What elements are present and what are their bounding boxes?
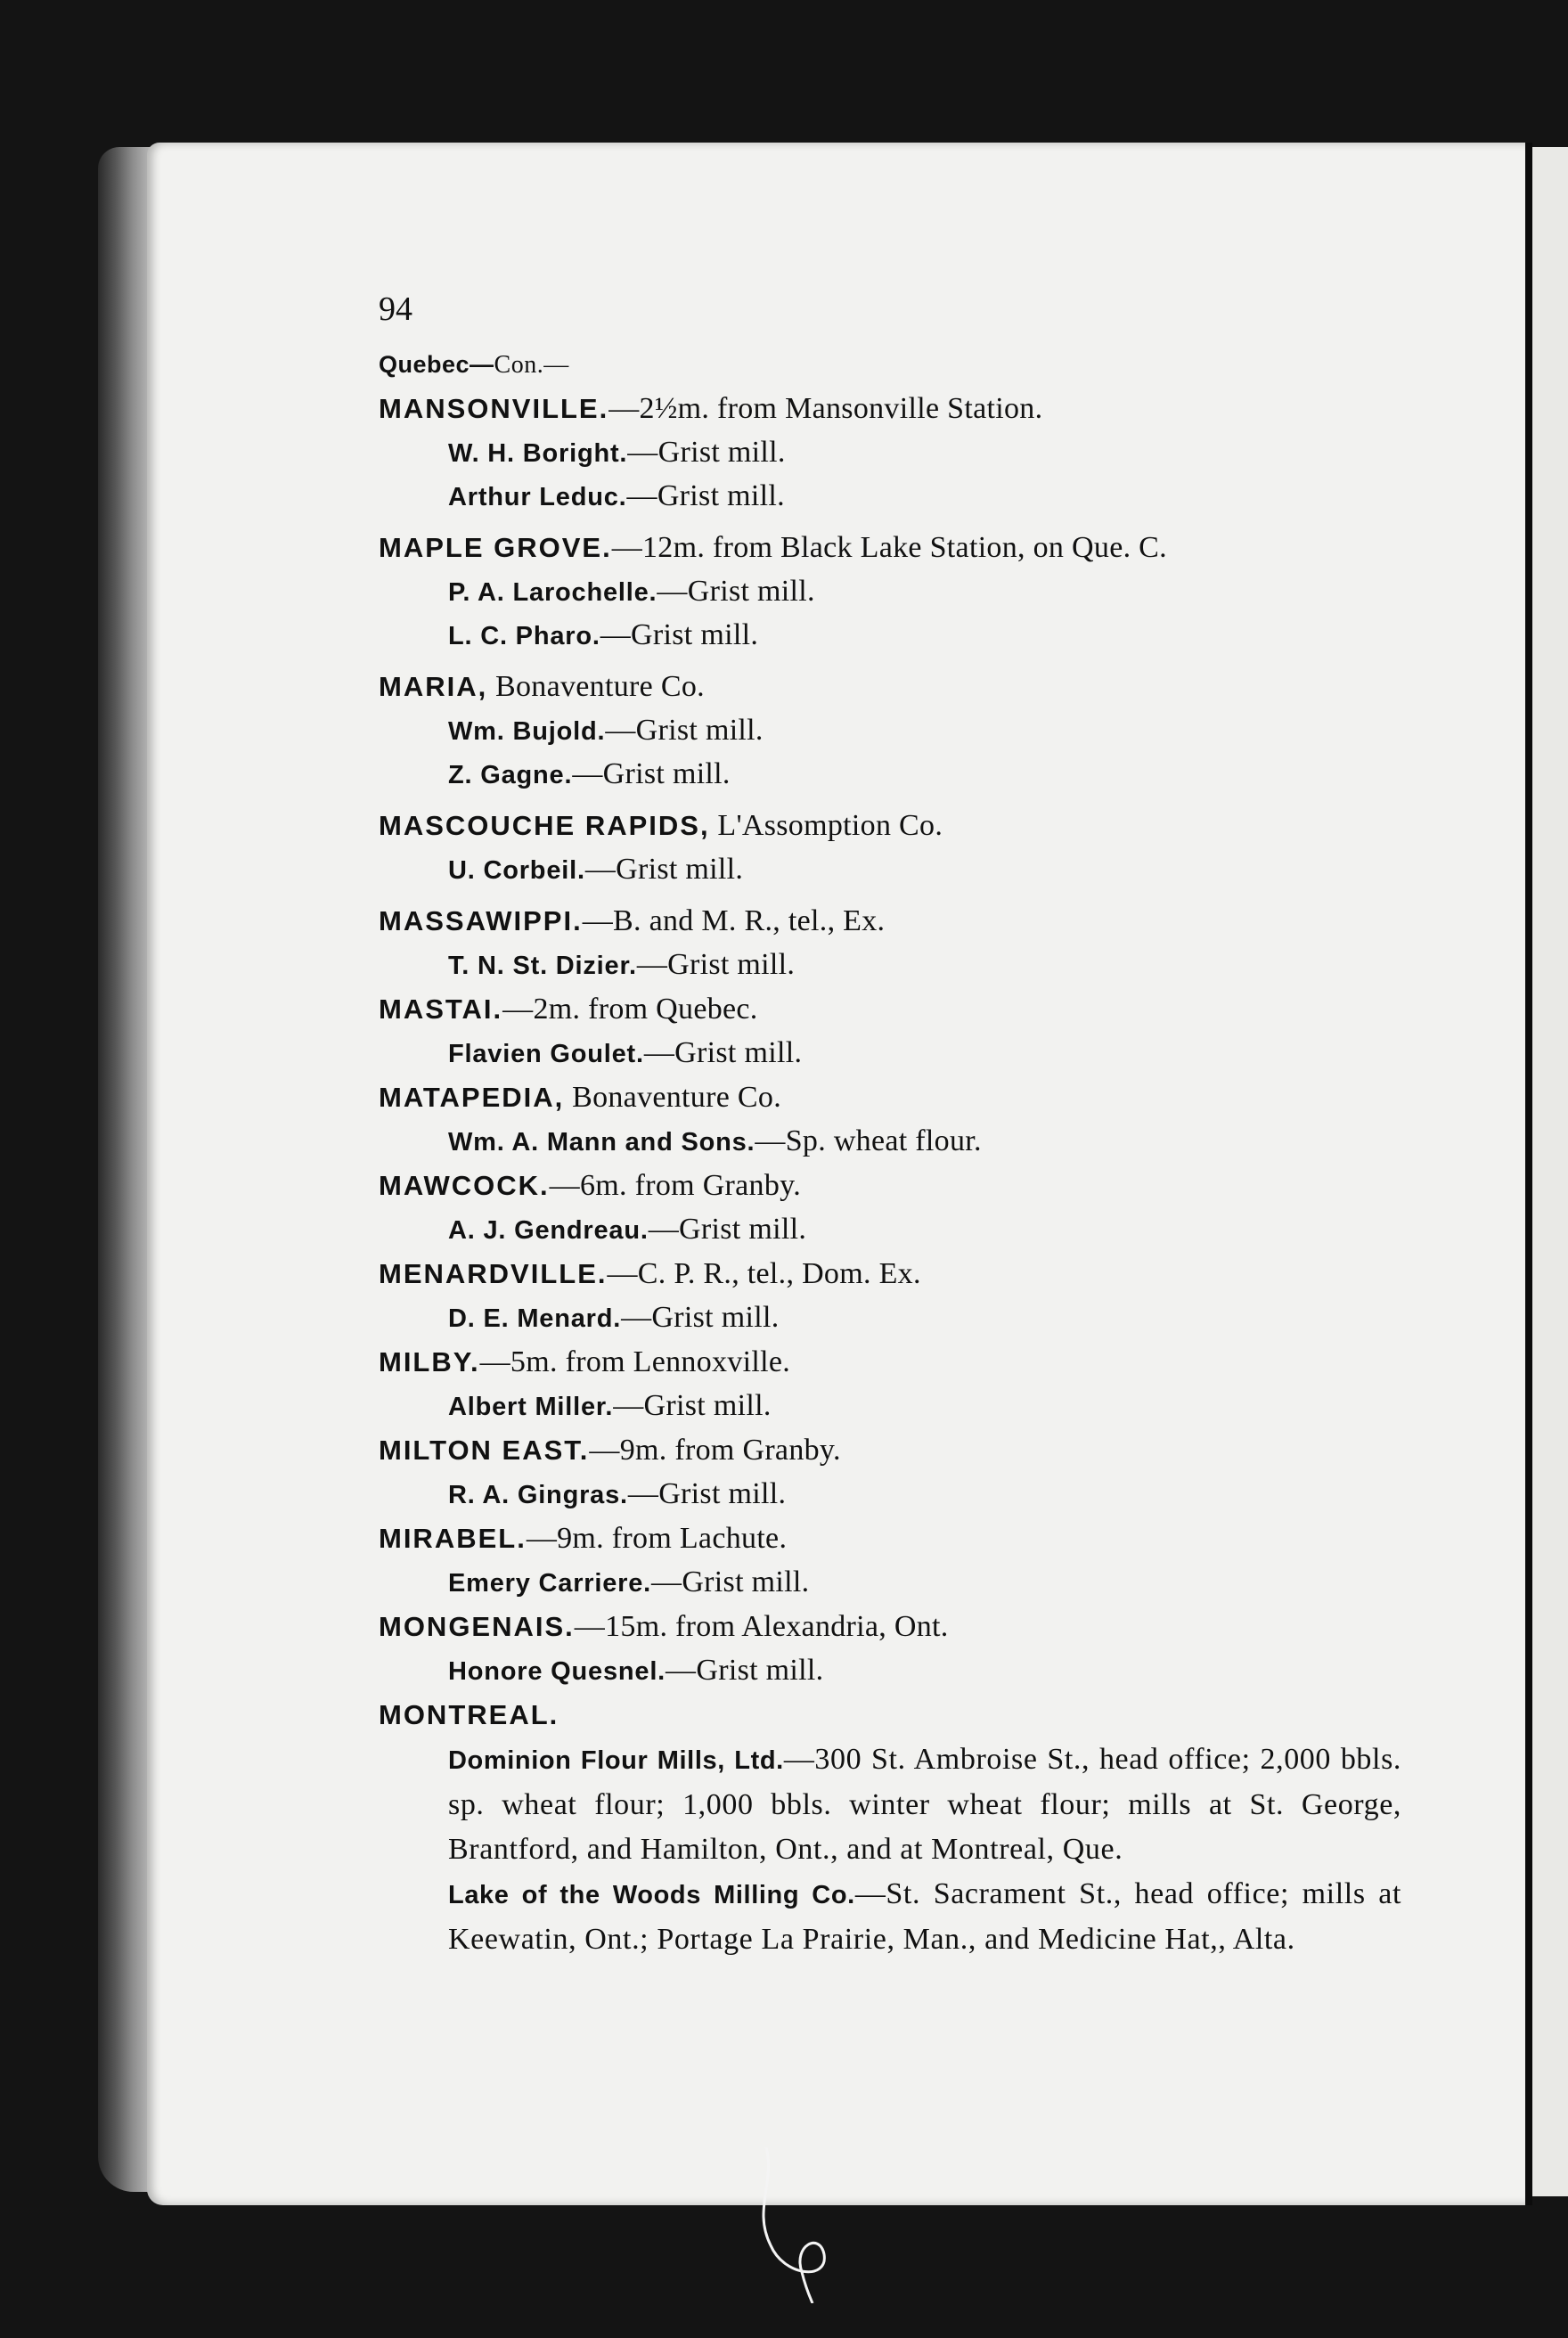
- place-name: MASCOUCHE RAPIDS,: [379, 810, 710, 841]
- mill-description: —St. Sacrament St., head office; mills at Keewatin, Ont.; Portage La Prairie, Man., and Medicine Hat,, Alta.: [448, 1877, 1401, 1956]
- place-description: —9m. from Granby.: [589, 1434, 841, 1467]
- place-description: —12m. from Black Lake Station, on Que. C.: [611, 531, 1167, 564]
- place-name: MATAPEDIA,: [379, 1082, 565, 1113]
- mill-name: T. N. St. Dizier.: [448, 952, 637, 980]
- place-heading: [379, 899, 1412, 944]
- mill-description: —Grist mill.: [651, 1565, 810, 1598]
- mill-paragraph: [448, 1737, 1401, 1872]
- place-heading: [379, 987, 1412, 1032]
- mill-description: —Sp. wheat flour.: [755, 1124, 982, 1157]
- mill-name: Flavien Goulet.: [448, 1040, 644, 1068]
- place-description: —15m. from Alexandria, Ont.: [574, 1610, 949, 1643]
- mill-description: —Grist mill.: [584, 853, 744, 886]
- directory-entry: [379, 987, 1412, 1075]
- mill-line: [448, 1385, 1412, 1428]
- facing-page-edge: [1532, 147, 1568, 2196]
- directory-entry: [379, 804, 1412, 899]
- place-description: —2m. from Quebec.: [502, 993, 758, 1026]
- entry-spacer: [379, 519, 1412, 526]
- mill-line: [448, 848, 1412, 892]
- entry-spacer: [379, 892, 1412, 899]
- running-head-bold: Quebec—: [379, 351, 494, 378]
- entries-list: [379, 387, 1412, 1693]
- place-description: —5m. from Lennoxville.: [479, 1345, 791, 1378]
- place-name: MASTAI.: [379, 993, 503, 1025]
- mill-description: —Grist mill.: [627, 436, 786, 469]
- running-head: [379, 343, 1412, 387]
- directory-entry: [379, 1164, 1412, 1252]
- loose-thread-graphic: [748, 2147, 846, 2303]
- page-number: 94: [379, 290, 412, 328]
- directory-entry: [379, 1428, 1412, 1516]
- place-heading: [379, 1075, 1412, 1120]
- place-name: MARIA,: [379, 671, 488, 702]
- mill-line: [448, 1032, 1412, 1075]
- mill-line: [448, 1649, 1412, 1693]
- mill-name: D. E. Menard.: [448, 1304, 622, 1333]
- mill-description: —Grist mill.: [636, 948, 796, 981]
- place-name: MAPLE GROVE.: [379, 532, 612, 563]
- mill-description: —Grist mill.: [613, 1389, 772, 1422]
- mill-name: W. H. Boright.: [448, 439, 628, 468]
- place-name: MONTREAL.: [379, 1699, 559, 1730]
- directory-entry: [379, 1075, 1412, 1164]
- directory-entry: [379, 387, 1412, 526]
- mill-line: [448, 475, 1412, 519]
- place-name: MIRABEL.: [379, 1523, 527, 1554]
- mill-description: —Grist mill.: [626, 479, 785, 512]
- place-name: MASSAWIPPI.: [379, 905, 583, 936]
- mill-paragraph: [448, 1872, 1401, 1962]
- directory-entry: [379, 665, 1412, 804]
- book-gutter: [1525, 143, 1532, 2205]
- entry-spacer: [379, 797, 1412, 804]
- running-head-rest: Con.—: [494, 351, 569, 379]
- mill-description: —Grist mill.: [621, 1301, 780, 1334]
- place-heading: [379, 804, 1412, 848]
- mill-line: [448, 570, 1412, 614]
- place-heading: [379, 526, 1412, 570]
- mill-line: [448, 709, 1412, 753]
- directory-entry: [379, 1252, 1412, 1340]
- directory-entry: [379, 899, 1412, 987]
- mill-name: U. Corbeil.: [448, 856, 585, 885]
- place-name: MAWCOCK.: [379, 1170, 550, 1201]
- directory-entry: [379, 1516, 1412, 1605]
- place-heading: [379, 1428, 1412, 1473]
- mill-description: —Grist mill.: [572, 757, 731, 790]
- mill-name: L. C. Pharo.: [448, 622, 600, 650]
- mill-description: —Grist mill.: [605, 714, 764, 747]
- directory-entry: [379, 526, 1412, 665]
- place-description: Bonaventure Co.: [564, 1081, 781, 1114]
- mill-name: Lake of the Woods Milling Co.: [448, 1881, 855, 1909]
- place-heading: [379, 665, 1412, 709]
- mill-line: [448, 431, 1412, 475]
- mill-description: —Grist mill.: [627, 1477, 787, 1510]
- place-heading: [379, 1164, 1412, 1208]
- mill-line: [448, 614, 1412, 658]
- place-heading: [379, 1252, 1412, 1296]
- place-heading: [379, 1605, 1412, 1649]
- mill-name: Wm. Bujold.: [448, 717, 606, 746]
- entry-montreal: [379, 1693, 1412, 1962]
- mill-name: Emery Carriere.: [448, 1569, 652, 1598]
- mill-name: Dominion Flour Mills, Ltd.: [448, 1746, 784, 1775]
- mill-name: P. A. Larochelle.: [448, 578, 657, 607]
- mill-name: Albert Miller.: [448, 1393, 614, 1421]
- mill-description: —Grist mill.: [657, 575, 815, 608]
- mill-name: R. A. Gingras.: [448, 1481, 628, 1509]
- place-description: —C. P. R., tel., Dom. Ex.: [607, 1257, 921, 1290]
- page-text: [379, 290, 1412, 1962]
- mill-line: [448, 1120, 1412, 1164]
- place-heading: [379, 1693, 1412, 1737]
- directory-entry: [379, 1340, 1412, 1428]
- place-heading: [379, 1340, 1412, 1385]
- place-description: —2½m. from Mansonville Station.: [608, 392, 1043, 425]
- place-name: MILTON EAST.: [379, 1435, 590, 1466]
- mill-line: [448, 1561, 1412, 1605]
- mill-line: [448, 1473, 1412, 1516]
- place-description: —6m. from Granby.: [549, 1169, 802, 1202]
- place-name: MENARDVILLE.: [379, 1258, 608, 1289]
- mill-description: —Grist mill.: [666, 1654, 824, 1687]
- mill-name: Z. Gagne.: [448, 761, 573, 789]
- place-name: MONGENAIS.: [379, 1611, 575, 1642]
- mill-name: Honore Quesnel.: [448, 1657, 666, 1686]
- mill-name: Wm. A. Mann and Sons.: [448, 1128, 755, 1157]
- mill-description: —300 St. Ambroise St., head office; 2,000 bbls. sp. wheat flour; 1,000 bbls. winter wheat flour; mills at St. George, Brantford, and Hamilton, Ont., and at Montreal, Que.: [448, 1743, 1401, 1866]
- directory-entry: [379, 1605, 1412, 1693]
- mill-line: [448, 944, 1412, 987]
- place-name: MILBY.: [379, 1346, 480, 1377]
- place-description: Bonaventure Co.: [487, 670, 705, 703]
- place-heading: [379, 387, 1412, 431]
- mill-line: [448, 1208, 1412, 1252]
- place-heading: [379, 1516, 1412, 1561]
- place-description: —9m. from Lachute.: [526, 1522, 788, 1555]
- entry-spacer: [379, 658, 1412, 665]
- place-description: L'Assomption Co.: [709, 809, 943, 842]
- place-name: MANSONVILLE.: [379, 393, 609, 424]
- place-description: —B. and M. R., tel., Ex.: [582, 904, 886, 937]
- mill-line: [448, 753, 1412, 797]
- mill-name: A. J. Gendreau.: [448, 1216, 649, 1245]
- mill-description: —Grist mill.: [643, 1036, 803, 1069]
- mill-description: —Grist mill.: [648, 1213, 807, 1246]
- mill-name: Arthur Leduc.: [448, 483, 627, 511]
- mill-line: [448, 1296, 1412, 1340]
- mill-description: —Grist mill.: [600, 618, 759, 651]
